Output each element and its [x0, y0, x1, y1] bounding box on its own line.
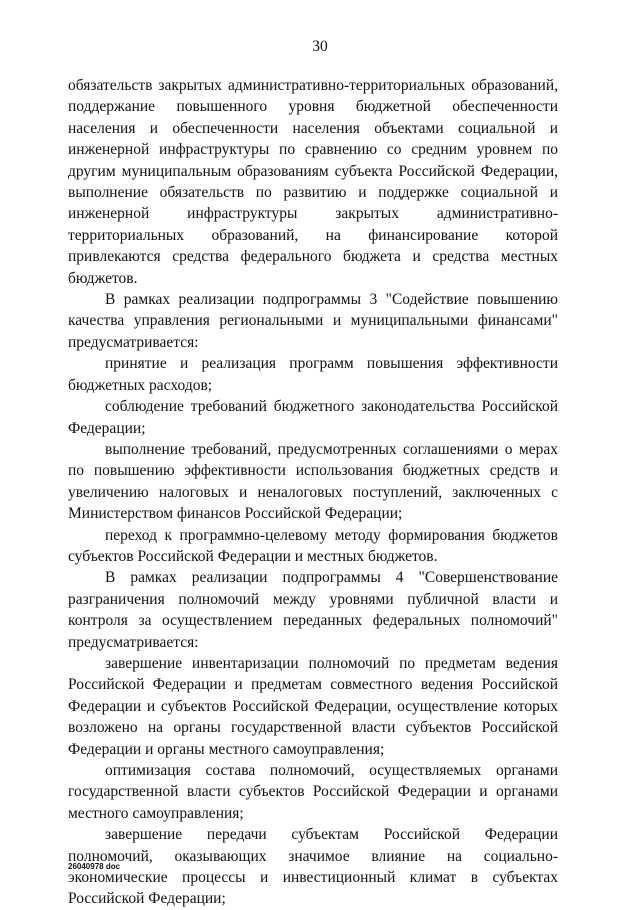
page-number: 30 [312, 38, 328, 55]
paragraph-continuation: обязательств закрытых административно-территориальных образований, поддержание повышенного уровня бюджетной обеспеченности населения и обеспеченности населения объектами социальной и инженерной инфраструктуры по сравнению со средним уровнем по другим муниципальным образованиям субъекта Российской Федерации, выполнение обязательств по развитию и поддержке социальной и инженерной инфраструктуры закрытых административно-территориальных образований, на финансирование которой привлекаются средства федерального бюджета и средства местных бюджетов. [68, 77, 558, 287]
paragraph-subprogram-4-intro: В рамках реализации подпрограммы 4 "Совершенствование разграничения полномочий между уровнями публичной власти и контроля за осуществлением переданных федеральных полномочий" предусматривается: [68, 569, 558, 651]
paragraph-item: принятие и реализация программ повышения эффективности бюджетных расходов; [68, 355, 558, 394]
paragraph-item: оптимизация состава полномочий, осуществляемых органами государственной власти субъектов Российской Федерации и органами местного самоуправления; [68, 762, 558, 822]
document-body [68, 75, 558, 910]
paragraph-item: переход к программно-целевому методу формирования бюджетов субъектов Российской Федерации и местных бюджетов. [68, 526, 558, 565]
paragraph-item: выполнение требований, предусмотренных соглашениями о мерах по повышению эффективности использования бюджетных средств и увеличению налоговых и неналоговых поступлений, заключенных с Министерством финансов Российской Федерации; [68, 440, 558, 523]
paragraph-item: соблюдение требований бюджетного законодательства Российской Федерации; [68, 398, 558, 437]
paragraph-subprogram-3-intro: В рамках реализации подпрограммы 3 "Содействие повышению качества управления региональными и муниципальными финансами" предусматривается: [68, 291, 558, 351]
document-code: 26040978 doc [68, 862, 121, 871]
paragraph-item: завершение передачи субъектам Российской Федерации полномочий, оказывающих значимое влияние на социально-экономические процессы и инвестиционный климат в субъектах Российской Федерации; [68, 826, 558, 908]
paragraph-item: завершение инвентаризации полномочий по предметам ведения Российской Федерации и предметам совместного ведения Российской Федерации и субъектов Российской Федерации, осуществление которых возложено на органы государственной власти субъектов Российской Федерации и органы местного самоуправления; [68, 654, 558, 758]
